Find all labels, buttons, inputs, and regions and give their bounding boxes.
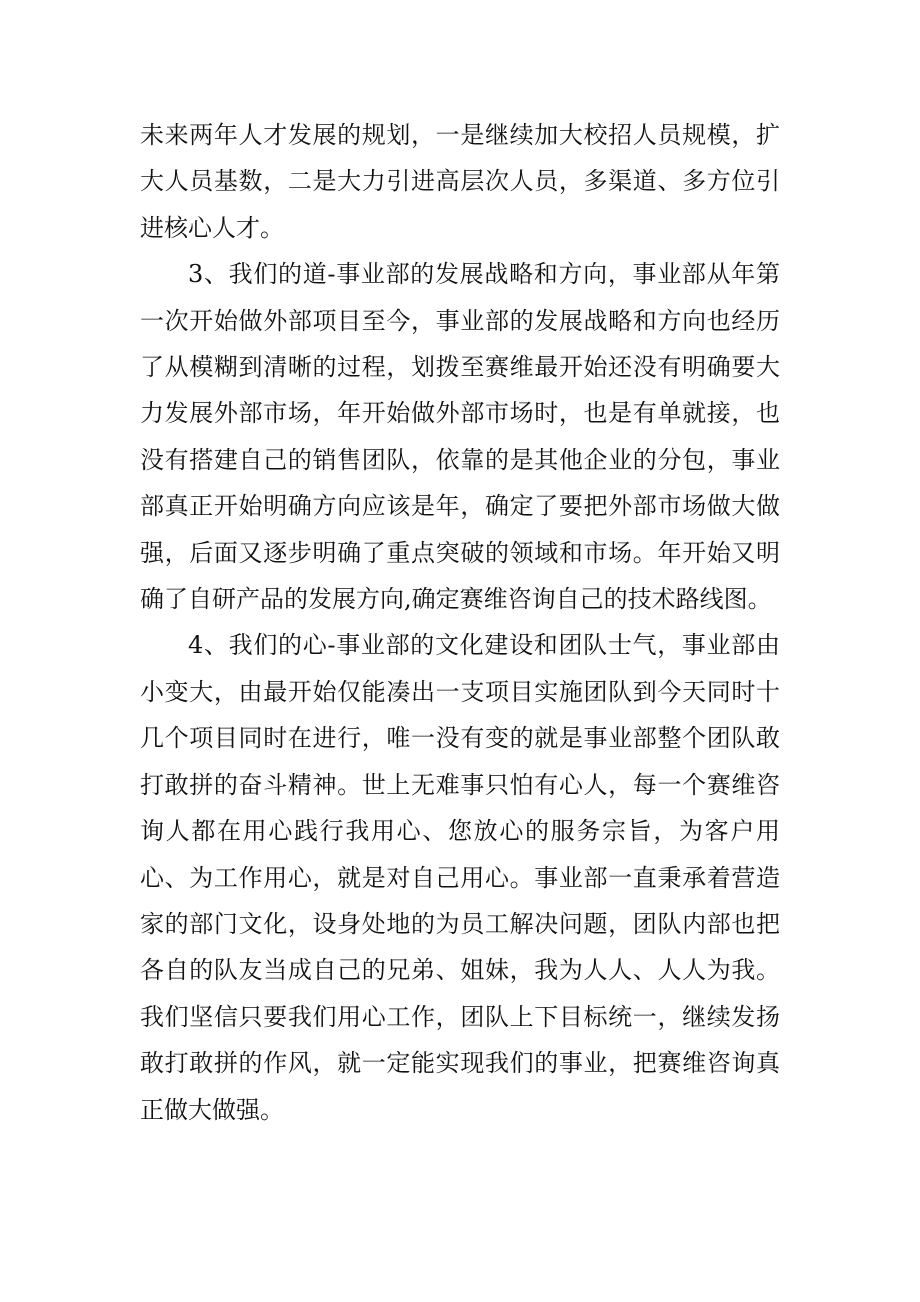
paragraph-continuation: 未来两年人才发展的规划，一是继续加大校招人员规模，扩大人员基数，二是大力引进高层次人员，多渠道、多方位引进核心人才。 xyxy=(140,121,780,242)
paragraph-strategy: 3、我们的道-事业部的发展战略和方向，事业部从年第一次开始做外部项目至今，事业部的发展战略和方向也经历了从模糊到清晰的过程，划拨至赛维最开始还没有明确要大力发展外部市场，年开始做外部市场时，也是有单就接，也没有搭建自己的销售团队，依靠的是其他企业的分包，事业部真正开始明确方向应该是年，确定了要把外部市场做大做强，后面又逐步明确了重点突破的领域和市场。年开始又明确了自研产品的发展方向,确定赛维咨询自己的技术路线图。 xyxy=(140,260,780,614)
paragraph-culture: 4、我们的心-事业部的文化建设和团队士气，事业部由小变大，由最开始仅能凑出一支项目实施团队到今天同时十几个项目同时在进行，唯一没有变的就是事业部整个团队敢打敢拼的奋斗精神。世上无难事只怕有心人，每一个赛维咨询人都在用心践行我用心、您放心的服务宗旨，为客户用心、为工作用心，就是对自己用心。事业部一直秉承着营造家的部门文化，设身处地的为员工解决问题，团队内部也把各自的队友当成自己的兄弟、姐妹，我为人人、人人为我。我们坚信只要我们用心工作，团队上下目标统一，继续发扬敢打敢拼的作风，就一定能实现我们的事业，把赛维咨询真正做大做强。 xyxy=(140,631,780,1124)
document-body xyxy=(140,112,780,1133)
